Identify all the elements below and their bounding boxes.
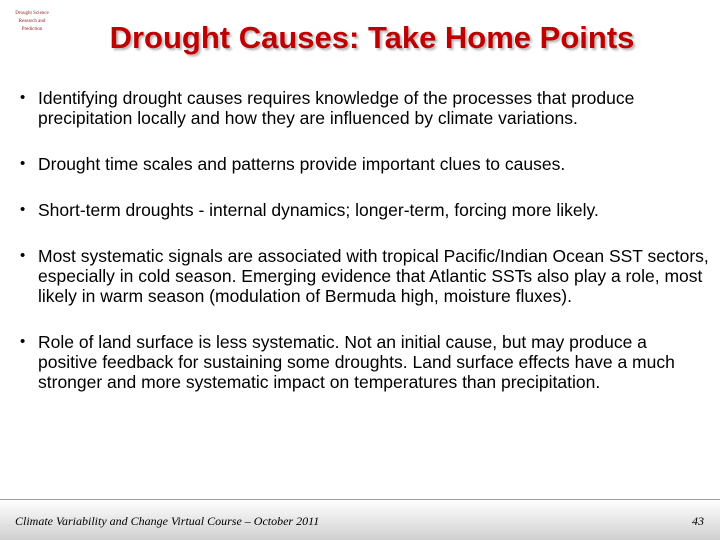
bullet-icon: •: [20, 333, 26, 350]
bullet-icon: •: [20, 247, 26, 264]
footer: [0, 499, 720, 540]
bullet-icon: •: [20, 201, 26, 218]
bullet-item: [20, 332, 710, 392]
slide-title: Drought Causes: Take Home Points: [109, 20, 635, 55]
bullet-text: Short-term droughts - internal dynamics; longer-term, forcing more likely.: [38, 200, 599, 220]
bullet-icon: •: [20, 155, 26, 172]
bullet-item: [20, 246, 710, 306]
bullet-item: [20, 154, 710, 174]
bullet-text: Identifying drought causes requires knowledge of the processes that produce precipitation locally and how they are influenced by climate variations.: [38, 88, 635, 128]
page-number: 43: [692, 514, 704, 528]
logo-line-2: Research and Prediction: [18, 19, 46, 32]
bullet-text: Role of land surface is less systematic. Not an initial cause, but may produce a positive feedback for sustaining some droughts. Land surface effects have a much stronger and more systematic impact on temperatures than precipitation.: [38, 332, 675, 392]
bullet-item: [20, 88, 710, 128]
bullet-text: Most systematic signals are associated with tropical Pacific/Indian Ocean SST sectors, especially in cold season. Emerging evidence that Atlantic SSTs also play a role, most likely in warm season (modulation of Bermuda high, moisture fluxes).: [38, 246, 709, 306]
footer-course-title: Climate Variability and Change Virtual Course – October 2011: [15, 514, 320, 528]
logo-line-1: Drought Science: [15, 11, 49, 16]
bullet-item: [20, 200, 710, 220]
bullet-list: [20, 88, 710, 392]
bullet-text: Drought time scales and patterns provide important clues to causes.: [38, 154, 566, 174]
bullet-icon: •: [20, 89, 26, 106]
